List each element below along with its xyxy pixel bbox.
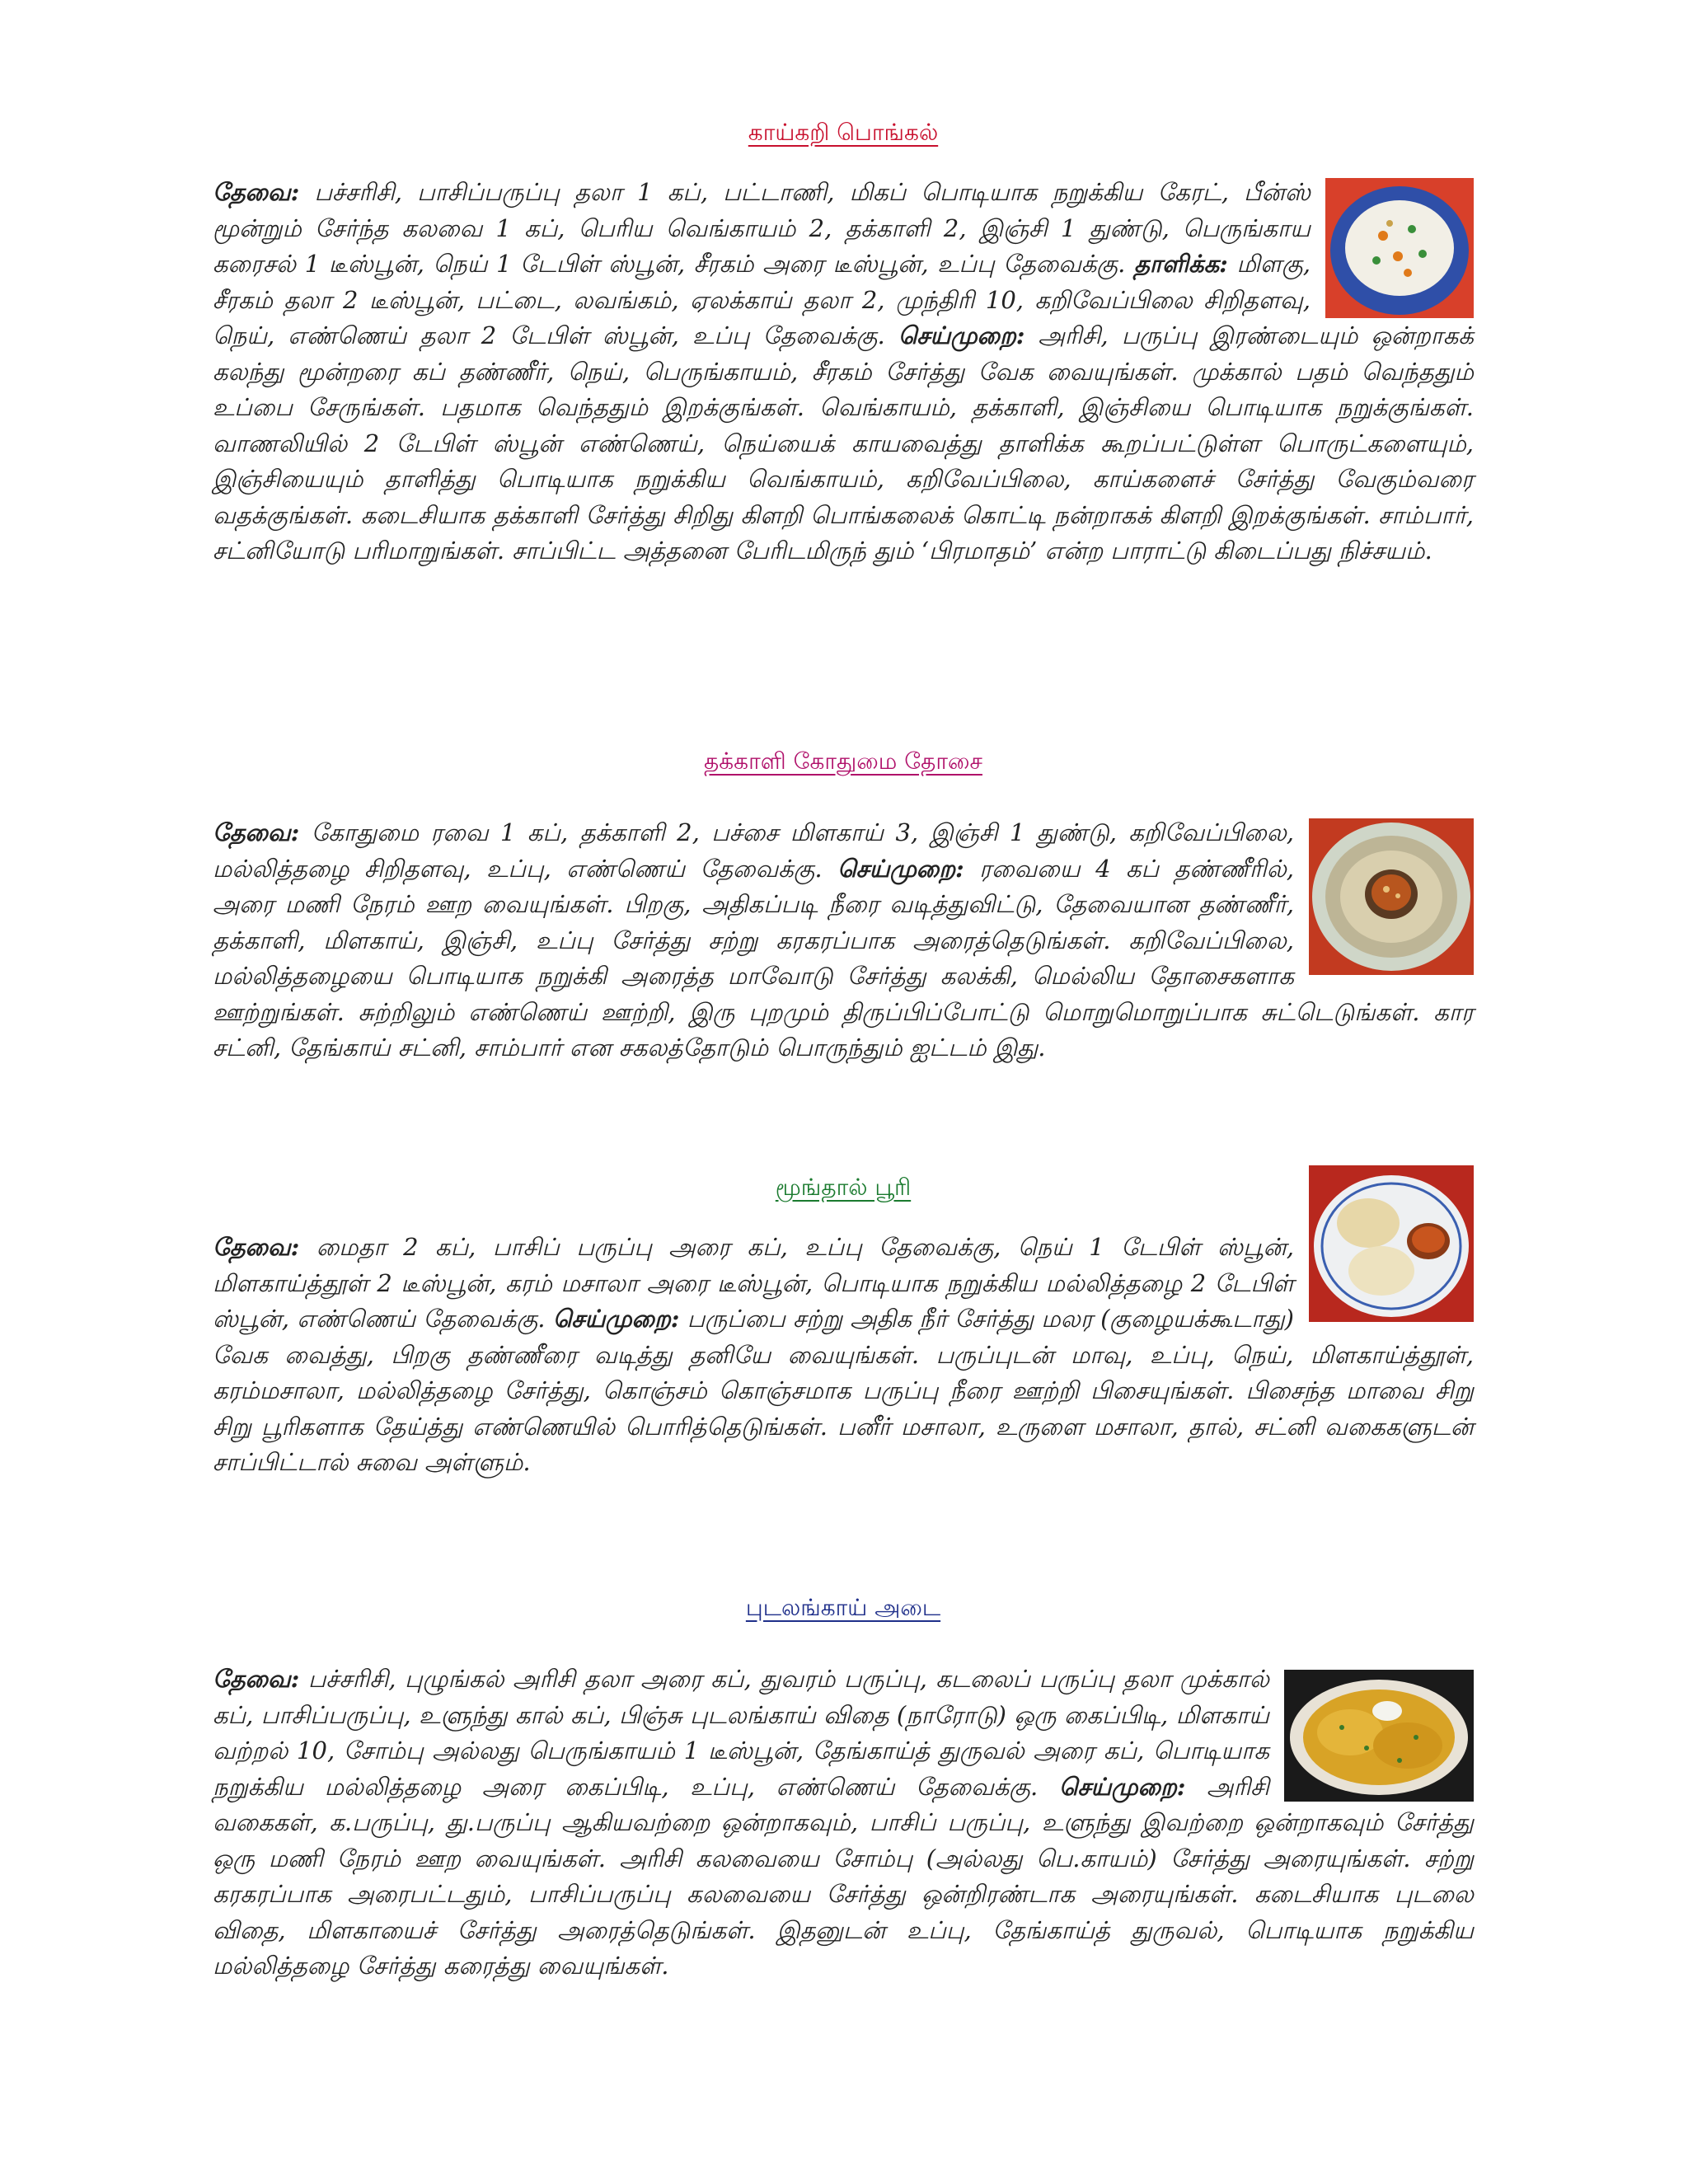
method-text: ரவையை 4 கப் தண்ணீரில், அரை மணி நேரம் ஊற வையுங்கள். பிறகு, அதிகப்படி நீரை வடித்துவிட்டு, தேவையான தண்ணீர், தக்காளி, மிளகாய், இஞ்சி, உப்பு சேர்த்து சற்று கரகரப்பாக அரைத்தெடுங்கள். கறிவேப்பிலை, மல்லித்தழையை பொடியாக நறுக்கி அரைத்த மாவோடு சேர்த்து கலக்கி, மெல்லிய தோசைகளாக ஊற்றுங்கள். சுற்றிலும் எண்ணெய் ஊற்றி, இரு புறமும் திருப்பிப்போட்டு மொறுமொறுப்பாக சுட்டெடுங்கள். கார சட்னி, தேங்காய் சட்னி, சாம்பார் என சகலத்தோடும் பொருந்தும் ஐட்டம் இது. bbox=[213, 854, 1474, 1062]
recipe-title: புடலங்காய் அடை bbox=[745, 1594, 941, 1621]
moong-dal-poori-photo bbox=[1309, 1165, 1474, 1322]
method-text: பருப்பை சற்று அதிக நீர் சேர்த்து மலர (குழையக்கூடாது) வேக வைத்து, பிறகு தண்ணீரை வடித்து தனியே வையுங்கள். பருப்புடன் மாவு, உப்பு, நெய், மிளகாய்த்தூள், கரம்மசாலா, மல்லித்தழை சேர்த்து, கொஞ்சம் கொஞ்சமாக பருப்பு நீரை ஊற்றி பிசையுங்கள். பிசைந்த மாவை சிறு சிறு பூரிகளாக தேய்த்து எண்ணெயில் பொரித்தெடுங்கள். பனீர் மசாலா, உருளை மசாலா, தால், சட்னி வகைகளுடன் சாப்பிட்டால் சுவை அள்ளும். bbox=[213, 1305, 1474, 1476]
recipe-body bbox=[213, 1230, 1474, 1481]
snake-gourd-adai-photo bbox=[1284, 1670, 1474, 1802]
recipe-title: மூங்தால் பூரி bbox=[775, 1174, 912, 1201]
method-text: அரிசி, பருப்பு இரண்டையும் ஒன்றாகக் கலந்து மூன்றரை கப் தண்ணீர், நெய், பெருங்காயம், சீரகம் சேர்த்து வேக வையுங்கள். முக்கால் பதம் வெந்ததும் உப்பை சேருங்கள். பதமாக வெந்ததும் இறக்குங்கள். வெங்காயம், தக்காளி, இஞ்சியை பொடியாக நறுக்குங்கள். வாணலியில் 2 டேபிள் ஸ்பூன் எண்ணெய், நெய்யைக் காயவைத்து தாளிக்க கூறப்பட்டுள்ள பொருட்களையும், இஞ்சியையும் தாளித்து பொடியாக நறுக்கிய வெங்காயம், கறிவேப்பிலை, காய்களைச் சேர்த்து வேகும்வரை வதக்குங்கள். கடைசியாக தக்காளி சேர்த்து சிறிது கிளறி பொங்கலைக் கொட்டி நன்றாகக் கிளறி இறக்குங்கள். சாம்பார், சட்னியோடு பரிமாறுங்கள். சாப்பிட்ட அத்தனை பேரிடமிருந் தும் ‘பிரமாதம்’ என்ற பாராட்டு கிடைப்பது நிச்சயம். bbox=[213, 321, 1474, 565]
vegetable-pongal-photo bbox=[1325, 178, 1474, 318]
method-label: செய்முறை: bbox=[552, 1305, 680, 1333]
requirements-label: தேவை: bbox=[213, 1233, 300, 1261]
recipe-title: காய்கறி பொங்கல் bbox=[748, 119, 939, 146]
tempering-label: தாளிக்க: bbox=[1133, 250, 1228, 278]
method-label: செய்முறை: bbox=[898, 321, 1025, 349]
recipe-body bbox=[213, 815, 1474, 1066]
recipe-title: தக்காளி கோதுமை தோசை bbox=[704, 748, 982, 775]
requirements-text: பச்சரிசி, புழுங்கல் அரிசி தலா அரை கப், துவரம் பருப்பு, கடலைப் பருப்பு தலா முக்கால் கப், பாசிப்பருப்பு, உளுந்து கால் கப், பிஞ்சு புடலங்காய் விதை (நாரோடு) ஒரு கைப்பிடி, மிளகாய் வற்றல் 10, சோம்பு அல்லது பெருங்காயம் 1 டீஸ்பூன், தேங்காய்த் துருவல் அரை கப், பொடியாக நறுக்கிய மல்லித்தழை அரை கைப்பிடி, உப்பு, எண்ணெய் தேவைக்கு. bbox=[213, 1665, 1269, 1801]
tomato-wheat-dosa-photo bbox=[1309, 818, 1474, 975]
method-label: செய்முறை: bbox=[1058, 1772, 1186, 1801]
requirements-text: மைதா 2 கப், பாசிப் பருப்பு அரை கப், உப்பு தேவைக்கு, நெய் 1 டேபிள் ஸ்பூன், மிளகாய்த்தூள் 2 டீஸ்பூன், கரம் மசாலா அரை டீஸ்பூன், பொடியாக நறுக்கிய மல்லித்தழை 2 டேபிள் ஸ்பூன், எண்ணெய் தேவைக்கு. bbox=[213, 1233, 1294, 1333]
method-text: அரிசி வகைகள், க.பருப்பு, து.பருப்பு ஆகியவற்றை ஒன்றாகவும், பாசிப் பருப்பு, உளுந்து இவற்றை ஒன்றாகவும் சேர்த்து ஒரு மணி நேரம் ஊற வையுங்கள். அரிசி கலவையை சோம்பு (அல்லது பெ.காயம்) சேர்த்து அரையுங்கள். சற்று கரகரப்பாக அரைபட்டதும், பாசிப்பருப்பு கலவையை சேர்த்து ஒன்றிரண்டாக அரையுங்கள். கடைசியாக புடலை விதை, மிளகாயைச் சேர்த்து அரைத்தெடுங்கள். இதனுடன் உப்பு, தேங்காய்த் துருவல், பொடியாக நறுக்கிய மல்லித்தழை சேர்த்து கரைத்து வையுங்கள். bbox=[213, 1772, 1474, 1980]
requirements-text: பச்சரிசி, பாசிப்பருப்பு தலா 1 கப், பட்டாணி, மிகப் பொடியாக நறுக்கிய கேரட், பீன்ஸ் மூன்றும் சேர்ந்த கலவை 1 கப், பெரிய வெங்காயம் 2, தக்காளி 2, இஞ்சி 1 துண்டு, பெருங்காய கரைசல் 1 டீஸ்பூன், நெய் 1 டேபிள் ஸ்பூன், சீரகம் அரை டீஸ்பூன், உப்பு தேவைக்கு. bbox=[213, 178, 1311, 278]
recipe-body bbox=[213, 1661, 1474, 1985]
requirements-label: தேவை: bbox=[213, 178, 300, 206]
requirements-label: தேவை: bbox=[213, 818, 300, 846]
requirements-label: தேவை: bbox=[213, 1665, 300, 1693]
tempering-text: மிளகு, சீரகம் தலா 2 டீஸ்பூன், பட்டை, லவங்கம், ஏலக்காய் தலா 2, முந்திரி 10, கறிவேப்பிலை சிறிதளவு, நெய், எண்ணெய் தலா 2 டேபிள் ஸ்பூன், உப்பு தேவைக்கு. bbox=[213, 250, 1311, 349]
method-label: செய்முறை: bbox=[837, 854, 964, 883]
requirements-text: கோதுமை ரவை 1 கப், தக்காளி 2, பச்சை மிளகாய் 3, இஞ்சி 1 துண்டு, கறிவேப்பிலை, மல்லித்தழை சிறிதளவு, உப்பு, எண்ணெய் தேவைக்கு. bbox=[213, 818, 1294, 883]
recipe-body bbox=[213, 175, 1474, 569]
